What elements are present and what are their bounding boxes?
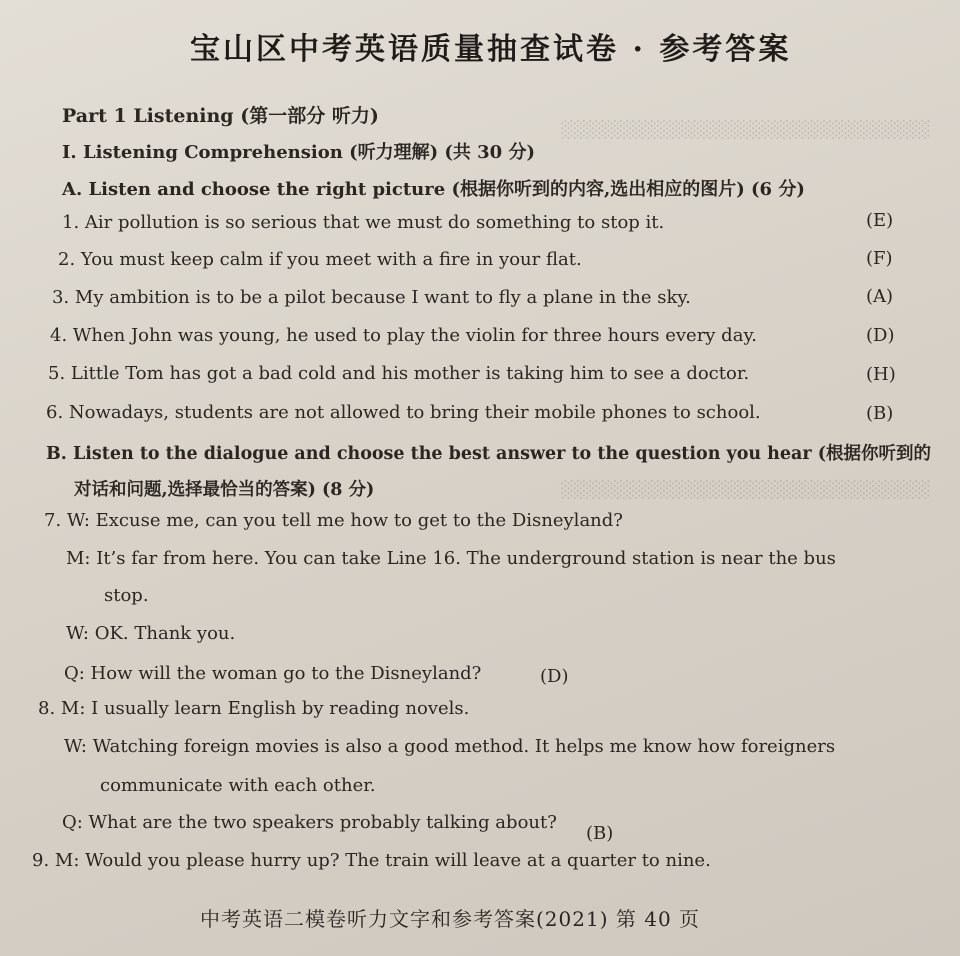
answer-label: (F)	[866, 248, 893, 269]
question-item: 5. Little Tom has got a bad cold and his mother is taking him to see a doctor.	[48, 363, 750, 384]
section-heading: Ⅰ. Listening Comprehension (听力理解) (共 30 分)	[62, 142, 535, 163]
answer-label: (D)	[540, 666, 569, 687]
subsection-b-heading: B. Listen to the dialogue and choose the best answer to the question you hear (根据你听到的	[46, 444, 931, 464]
question-item: 6. Nowadays, students are not allowed to bring their mobile phones to school.	[46, 402, 761, 423]
question-item: 4. When John was young, he used to play the violin for three hours every day.	[50, 325, 757, 346]
dialogue-question: Q: How will the woman go to the Disneyland?	[64, 663, 482, 684]
question-item: 3. My ambition is to be a pilot because I want to fly a plane in the sky.	[52, 287, 691, 308]
dialogue-line-cont: communicate with each other.	[100, 775, 376, 796]
dialogue-line: 7. W: Excuse me, can you tell me how to get to the Disneyland?	[44, 510, 623, 531]
bleed-through-texture: ░░░░░░░░░░░░░░░░░░░░░░░░░░░░░░	[560, 120, 930, 139]
subsection-a-heading: A. Listen and choose the right picture (根据你听到的内容,选出相应的图片) (6 分)	[62, 179, 805, 200]
page-footer: 中考英语二模卷听力文字和参考答案(2021) 第 40 页	[200, 907, 701, 931]
dialogue-line: 9. M: Would you please hurry up? The train will leave at a quarter to nine.	[32, 850, 711, 871]
answer-label: (B)	[586, 823, 614, 844]
answer-label: (E)	[866, 210, 894, 231]
dialogue-line: W: OK. Thank you.	[66, 623, 236, 644]
answer-label: (D)	[866, 325, 895, 346]
answer-label: (B)	[866, 403, 894, 424]
bleed-through-texture: ░░░░░░░░░░░░░░░░░░░░░░░░░░░░░░	[560, 480, 930, 499]
dialogue-line: 8. M: I usually learn English by reading novels.	[38, 698, 470, 719]
dialogue-question: Q: What are the two speakers probably talking about?	[62, 812, 557, 833]
dialogue-line: W: Watching foreign movies is also a good method. It helps me know how foreigners	[64, 736, 836, 757]
subsection-b-heading-cont: 对话和问题,选择最恰当的答案) (8 分)	[74, 480, 375, 500]
question-item: 1. Air pollution is so serious that we must do something to stop it.	[62, 212, 665, 233]
question-item: 2. You must keep calm if you meet with a fire in your flat.	[58, 249, 582, 270]
dialogue-line: M: It’s far from here. You can take Line 16. The underground station is near the bus	[66, 548, 836, 569]
answer-label: (A)	[866, 286, 894, 307]
part-heading: Part 1 Listening (第一部分 听力)	[62, 105, 379, 127]
page-title: 宝山区中考英语质量抽查试卷 · 参考答案	[190, 32, 792, 67]
dialogue-line-cont: stop.	[104, 585, 149, 606]
answer-label: (H)	[866, 364, 896, 385]
